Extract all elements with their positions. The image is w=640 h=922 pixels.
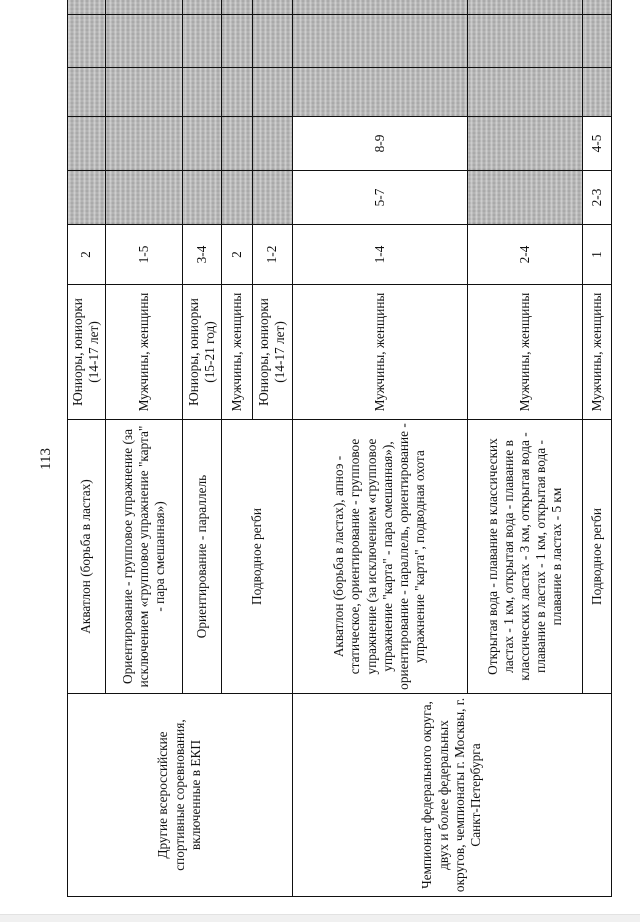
shaded-cell [221, 171, 252, 225]
shaded-cell [68, 68, 106, 117]
shaded-cell [105, 15, 182, 68]
shaded-cell [252, 117, 292, 171]
group-cell: Мужчины, женщины [221, 285, 252, 420]
discipline-cell: Подводное регби [583, 420, 612, 694]
discipline-cell: Подводное регби [221, 420, 292, 694]
shaded-cell [183, 171, 222, 225]
shaded-cell [468, 0, 583, 15]
shaded-cell [105, 117, 182, 171]
shaded-cell [68, 0, 106, 15]
shaded-cell [105, 0, 182, 15]
places-cell: 2-4 [468, 225, 583, 285]
shaded-cell [468, 15, 583, 68]
shaded-cell [221, 15, 252, 68]
places-cell: 8-9 [292, 117, 468, 171]
category-cell: Другие всероссийские спортивные соревнования, включенные в ЕКП [68, 694, 293, 897]
discipline-cell: Акватлон (борьба в ластах), апноэ - статическое, ориентирование - групповое упражнение (за исключением «групповое упражнение "карта" - пара смешанная»), ориентирование - параллель, ориентирование - упражнение "карта", подводная охота [292, 420, 468, 694]
shaded-cell [252, 68, 292, 117]
shaded-cell [292, 0, 468, 15]
discipline-cell: Ориентирование - групповое упражнение (за исключением «групповое упражнение "карта" - пара смешанная») [105, 420, 182, 694]
places-cell: 2-3 [583, 171, 612, 225]
places-cell: 2 [221, 225, 252, 285]
shaded-cell [292, 15, 468, 68]
group-cell: Мужчины, женщины [292, 285, 468, 420]
rotated-table-container [67, 35, 612, 897]
page-number: 113 [38, 448, 54, 470]
shaded-cell [252, 171, 292, 225]
shaded-cell [221, 117, 252, 171]
shaded-cell [468, 117, 583, 171]
shaded-cell [183, 0, 222, 15]
places-cell: 1 [583, 225, 612, 285]
places-cell: 1-5 [105, 225, 182, 285]
category-cell: Чемпионат федерального округа, двух и более федеральных округов, чемпионаты г. Москвы, г. Санкт-Петербурга [292, 694, 612, 897]
shaded-cell [105, 68, 182, 117]
shaded-cell [221, 68, 252, 117]
shaded-cell [105, 171, 182, 225]
shaded-cell [468, 68, 583, 117]
shaded-cell [221, 0, 252, 15]
places-cell: 4-5 [583, 117, 612, 171]
shaded-cell [183, 15, 222, 68]
group-cell: Юниоры, юниорки (14-17 лет) [252, 285, 292, 420]
places-cell: 5-7 [292, 171, 468, 225]
discipline-cell: Акватлон (борьба в ластах) [68, 420, 106, 694]
places-cell: 1-4 [292, 225, 468, 285]
shaded-cell [292, 68, 468, 117]
shaded-cell [583, 68, 612, 117]
group-cell: Юниоры, юниорки (14-17 лет) [68, 285, 106, 420]
places-cell: 2 [68, 225, 106, 285]
discipline-cell: Ориентирование - параллель [183, 420, 222, 694]
shaded-cell [468, 171, 583, 225]
table-row [292, 0, 468, 897]
discipline-cell: Открытая вода - плавание в классических ластах - 1 км, открытая вода - плавание в классических ластах - 3 км, открытая вода - плавание в ластах - 1 км, открытая вода - плавание в ластах - 5 км [468, 420, 583, 694]
shaded-cell [252, 15, 292, 68]
group-cell: Мужчины, женщины [583, 285, 612, 420]
shaded-cell [583, 0, 612, 15]
shaded-cell [583, 15, 612, 68]
shaded-cell [183, 68, 222, 117]
shaded-cell [183, 117, 222, 171]
places-cell: 3-4 [183, 225, 222, 285]
qualification-table [67, 0, 612, 897]
shaded-cell [68, 117, 106, 171]
shaded-cell [68, 171, 106, 225]
group-cell: Мужчины, женщины [468, 285, 583, 420]
group-cell: Юниоры, юниорки (15-21 год) [183, 285, 222, 420]
shaded-cell [68, 15, 106, 68]
table-row [68, 0, 106, 897]
places-cell: 1-2 [252, 225, 292, 285]
group-cell: Мужчины, женщины [105, 285, 182, 420]
shaded-cell [252, 0, 292, 15]
